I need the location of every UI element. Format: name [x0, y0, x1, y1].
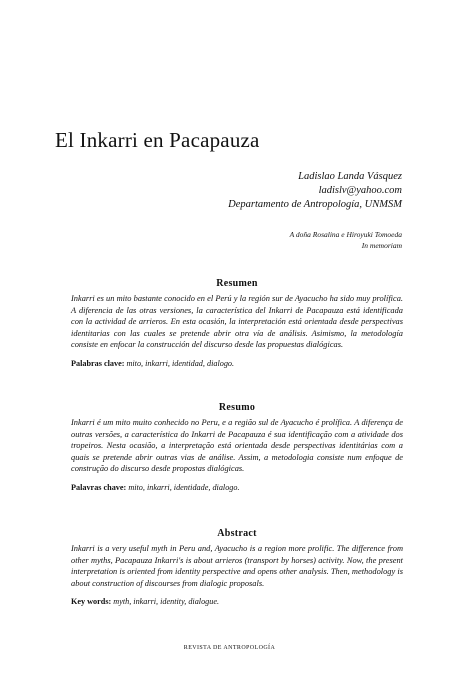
keywords [71, 359, 403, 368]
keywords-label: Palabras clave: [71, 358, 125, 368]
section-heading: Resumo [218, 402, 256, 413]
abstract-section-pt [71, 402, 403, 492]
abstract-text: Inkarri is a very useful myth in Peru and, Ayacucho is a region more prolific. The difference from other myths, Pacapauza Inkarri's is about arrieros (transport by horses) activity. Now, the present interpretation is oriented from identity perspective and opens other analysis. Then, methodology is about construction of discourses from dialogic proposals. [71, 544, 403, 588]
keywords [71, 597, 403, 606]
keywords-label: Palavras chave: [71, 482, 127, 492]
section-heading: Abstract [217, 528, 257, 539]
author-name: Ladislao Landa Vásquez [298, 171, 402, 182]
keywords-text: myth, inkarri, identity, dialogue. [113, 597, 220, 607]
keywords-label: Key words: [71, 597, 112, 607]
journal-footer: REVISTA DE ANTROPOLOGÍA [183, 645, 276, 651]
abstract-section-es [71, 278, 403, 368]
author-email: ladislv@yahoo.com [318, 185, 402, 196]
author-affiliation: Departamento de Antropología, UNMSM [228, 199, 402, 210]
section-heading: Resumen [216, 278, 258, 289]
article-title: El Inkarri en Pacapauza [55, 128, 260, 152]
keywords-text: mito, inkarri, identidad, dialogo. [126, 358, 235, 368]
dedication-line: A doña Rosalina e Hiroyuki Tomoeda [289, 230, 402, 239]
abstract-text: Inkarri é um mito muito conhecido no Peru, e a região sul de Ayacucho é prolífica. A diferença de outras versões, a característica do Inkarri de Pacapauza é sua identificação com a atividade dos tropeiros. Nesta ocasião, a interpretação está orientada desde perspectivas identitárias com a quais se pretende abrir outras vias de análise. Assim, a metodologia consiste num enfoque de construção do discurso desde propostas dialógicas. [71, 418, 403, 474]
dedication [290, 229, 402, 251]
abstract-section-en [71, 528, 403, 606]
keywords-text: mito, inkarri, identidade, dialogo. [128, 482, 240, 492]
keywords [71, 483, 403, 492]
abstract-text: Inkarri es un mito bastante conocido en el Perú y la región sur de Ayacucho ha sido muy prolífica. A diferencia de las otras versiones, la característica del Inkarri de Pacapauza está identificada con la actividad de arrieros. En esta ocasión, la interpretación está orientada desde perspectivas identitarias con las cuales se pretende abrir otra vía de análisis. Asimismo, la metodología consiste en enfocar la construcción del discurso desde las propuestas dialógicas. [71, 294, 403, 350]
author-block [228, 170, 402, 212]
dedication-line: In memoriam [361, 241, 402, 250]
